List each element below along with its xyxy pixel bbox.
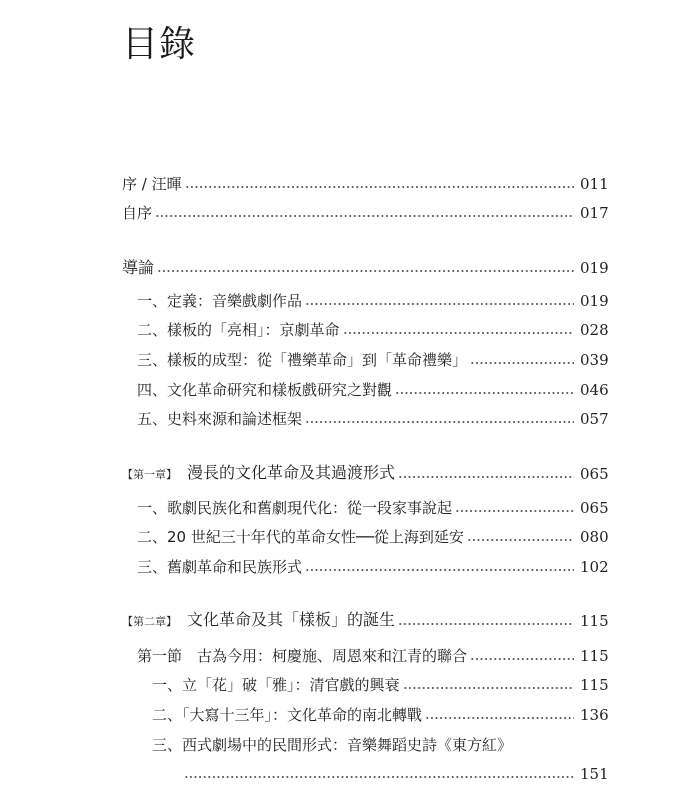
toc-entry-label: 四、文化革命研究和樣板戲研究之對觀	[137, 381, 393, 399]
toc-page-number: 065	[580, 465, 609, 483]
toc-entry-ch2-section-1[interactable]	[137, 645, 608, 667]
toc-entry-label: 序 / 汪暉	[122, 175, 182, 193]
dot-leader	[305, 290, 574, 312]
toc-entry-ch1-2[interactable]	[137, 526, 608, 548]
toc-entry-chapter-1[interactable]	[122, 463, 608, 485]
dot-leader	[184, 763, 574, 785]
toc-page-number: 115	[580, 612, 609, 630]
toc-entry-ch1-3[interactable]	[137, 556, 608, 578]
dot-leader	[467, 526, 574, 548]
toc-page-number: 136	[580, 706, 609, 724]
dot-leader	[343, 319, 574, 341]
toc-entry-label: 三、舊劇革命和民族形式	[137, 558, 303, 576]
toc-entry-label: 二、「大寫十三年」：文化革命的南北轉戰	[152, 706, 423, 724]
toc-entry-label: 二、20 世紀三十年代的革命女性──從上海到延安	[137, 528, 464, 546]
toc-entry-chapter-2[interactable]	[122, 610, 608, 632]
toc-page-number: 019	[580, 259, 609, 277]
toc-page-number: 017	[580, 204, 609, 222]
toc-entry-author-preface[interactable]	[122, 202, 608, 224]
toc-entry-intro-4[interactable]	[137, 379, 608, 401]
toc-entry-intro-5[interactable]	[137, 408, 608, 430]
toc-page-number: 028	[580, 321, 609, 339]
toc-entry-ch1-1[interactable]	[137, 497, 608, 519]
toc-page-number: 102	[580, 558, 609, 576]
toc-entry-intro-1[interactable]	[137, 290, 608, 312]
toc-page-number: 115	[580, 647, 609, 665]
toc-entry-ch2-1[interactable]	[152, 674, 608, 696]
dot-leader	[470, 645, 574, 667]
toc-entry-ch2-3-label[interactable]: 三、西式劇場中的民間形式：音樂舞蹈史詩《東方紅》	[152, 736, 513, 754]
chapter-title: 文化革命及其「樣板」的誕生	[187, 610, 396, 629]
toc-entry-preface[interactable]	[122, 173, 608, 195]
dot-leader	[395, 379, 574, 401]
toc-entry-label: 三、樣板的成型：從「禮樂革命」到「革命禮樂」	[137, 351, 468, 369]
toc-page-number: 039	[580, 351, 609, 369]
toc-page-number: 019	[580, 292, 609, 310]
chapter-tag: 【第二章】	[122, 615, 177, 628]
toc-page-number: 065	[580, 499, 609, 517]
toc-entry-intro-3[interactable]	[137, 349, 608, 371]
toc-entry-label: 自序	[122, 204, 153, 222]
dot-leader	[185, 173, 574, 195]
chapter-title: 漫長的文化革命及其過渡形式	[187, 463, 396, 482]
toc-entry-label: 一、立「花」破「雅」：清官戲的興衰	[152, 676, 400, 694]
toc-page-number: 115	[580, 676, 609, 694]
toc-entry-intro-2[interactable]	[137, 319, 608, 341]
dot-leader	[455, 497, 574, 519]
dot-leader	[425, 704, 574, 726]
dot-leader	[305, 408, 574, 430]
toc-entry-label: 一、歌劇民族化和舊劇現代化：從一段家事說起	[137, 499, 453, 517]
toc-entry-label: 一、定義：音樂戲劇作品	[137, 292, 303, 310]
toc-chapter-heading	[122, 609, 395, 633]
toc-page-number: 151	[580, 765, 609, 783]
toc-entry-label: 二、樣板的「亮相」：京劇革命	[137, 321, 340, 339]
dot-leader	[470, 349, 574, 371]
toc-entry-label: 導論	[122, 258, 155, 277]
dot-leader	[398, 610, 574, 632]
toc-entry-label: 五、史料來源和論述框架	[137, 410, 303, 428]
toc-page-number: 080	[580, 528, 609, 546]
dot-leader	[305, 556, 574, 578]
toc-page-number: 057	[580, 410, 609, 428]
toc-page-number: 046	[580, 381, 609, 399]
dot-leader	[155, 202, 574, 224]
toc-entry-ch2-2[interactable]	[152, 704, 608, 726]
chapter-tag: 【第一章】	[122, 468, 177, 481]
toc-page-number: 011	[580, 175, 609, 193]
toc-entry-label: 第一節 古為今用：柯慶施、周恩來和江青的聯合	[137, 647, 468, 665]
toc-chapter-heading	[122, 462, 395, 486]
toc-entry-introduction[interactable]	[122, 257, 608, 279]
dot-leader	[403, 674, 574, 696]
dot-leader	[157, 257, 574, 279]
toc-entry-ch2-3-leader[interactable]	[184, 763, 608, 785]
dot-leader	[398, 463, 574, 485]
page-title: 目錄	[122, 24, 197, 65]
